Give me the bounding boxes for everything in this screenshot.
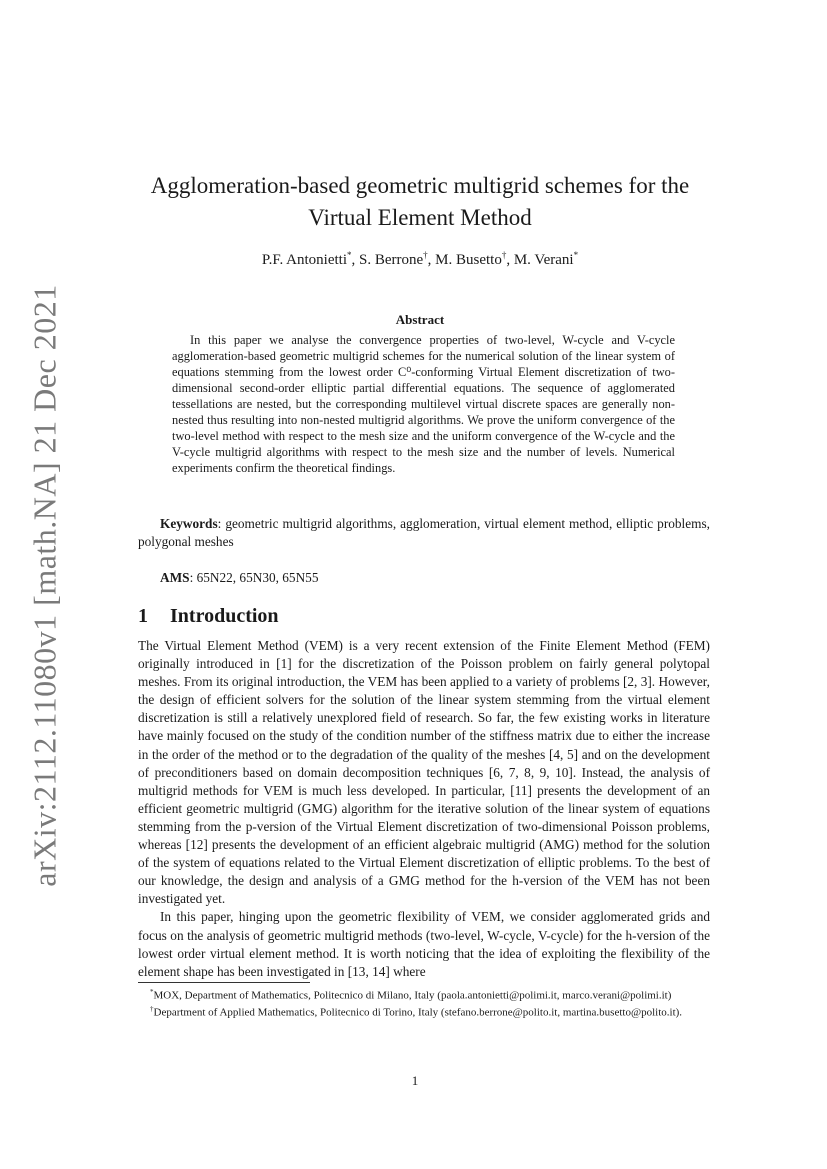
paper-title-line-1: Agglomeration-based geometric multigrid schemes for the <box>150 173 690 198</box>
introduction-body <box>138 637 710 981</box>
abstract-text: In this paper we analyse the convergence properties of two-level, W-cycle and V-cycle agglomeration-based geometric multigrid schemes for the numerical solution of the linear system of equations stemming from the lowest order C⁰-conforming Virtual Element discretization of two-dimensional second-order elliptic partial differential equations. The sequence of agglomerated tessellations are nested, but the corresponding multilevel virtual discrete spaces are generally non-nested thus resulting into non-nested multigrid algorithms. We prove the uniform convergence of the two-level method with respect to the mesh size and the uniform convergence of the W-cycle and the V-cycle multigrid algorithms with respect to the mesh size and the number of levels. Numerical experiments confirm the theoretical findings. <box>172 333 675 475</box>
paper-title <box>120 170 720 234</box>
author-affiliation-mark: † <box>501 250 507 260</box>
keywords-text: : geometric multigrid algorithms, agglomeration, virtual element method, elliptic problems, polygonal meshes <box>138 516 710 549</box>
author-affiliation-mark: * <box>347 250 352 260</box>
footnote-1-text: MOX, Department of Mathematics, Politecnico di Milano, Italy (paola.antonietti@polimi.it, marco.verani@polimi.it) <box>153 989 672 1002</box>
ams-codes: : 65N22, 65N30, 65N55 <box>189 570 319 585</box>
section-number: 1 <box>138 605 148 627</box>
author-name: M. Busetto <box>435 252 502 268</box>
introduction-paragraph-1: The Virtual Element Method (VEM) is a very recent extension of the Finite Element Method (FEM) originally introduced in [1] for the discretization of the Poisson problem on fairly general polytopal meshes. From its original introduction, the VEM has been applied to a variety of problems [2, 3]. However, the design of efficient solvers for the solution of the linear system stemming from the virtual element discretization is still a relatively unexplored field of research. So far, the few existing works in literature have mainly focused on the study of the condition number of the stiffness matrix due to either the increase in the order of the method or to the degradation of the quality of the meshes [4, 5] and on the development of preconditioners based on domain decomposition techniques [6, 7, 8, 9, 10]. Instead, the analysis of multigrid methods for VEM is much less developed. In particular, [11] presents the development of an efficient geometric multigrid (GMG) algorithm for the iterative solution of the linear system of equations stemming from the p-version of the Virtual Element discretization of two-dimensional Poisson problems, whereas [12] presents the development of an efficient algebraic multigrid (AMG) method for the solution of the system of equations related to the Virtual Element discretization of elliptic problems. To the best of our knowledge, the design and analysis of a GMG method for the h-version of the VEM has not been investigated yet. <box>138 638 710 907</box>
author-name: M. Verani <box>513 252 574 268</box>
footnote-1-mark: * <box>150 988 154 996</box>
introduction-paragraph-2: In this paper, hinging upon the geometric flexibility of VEM, we consider agglomerated grids and focus on the analysis of geometric multigrid methods (two-level, W-cycle, V-cycle) for the h-version of the lowest order virtual element method. It is worth noticing that the idea of exploiting the flexibility of the element shape has been investigated in [13, 14] where <box>138 909 710 979</box>
abstract-heading: Abstract <box>395 312 445 327</box>
author-list: P.F. Antonietti*, S. Berrone†, M. Busetto†, M. Verani* <box>261 250 579 268</box>
footnote-divider <box>138 982 310 983</box>
arxiv-identifier-text: arXiv:2112.11080v1 [math.NA] 21 Dec 2021 <box>26 283 63 887</box>
section-title: Introduction <box>170 605 279 627</box>
footnote-1 <box>138 986 710 1003</box>
ams-classification <box>160 569 318 587</box>
author-name: P.F. Antonietti <box>261 252 347 268</box>
author-affiliation-mark: * <box>573 250 579 260</box>
footnote-2-mark: † <box>150 1005 154 1014</box>
author-name: S. Berrone <box>359 252 424 268</box>
page-number: 1 <box>411 1073 419 1088</box>
footnote-2-text: Department of Applied Mathematics, Politecnico di Torino, Italy (stefano.berrone@polito.it, martina.busetto@polito.it). <box>153 1006 683 1019</box>
arxiv-identifier-stamp <box>20 283 70 887</box>
footnote-2 <box>138 1003 710 1020</box>
keywords-paragraph <box>138 515 710 551</box>
keywords-label: Keywords <box>160 516 218 531</box>
ams-label: AMS <box>160 570 190 585</box>
paper-title-line-2: Virtual Element Method <box>308 205 532 230</box>
footnotes <box>138 986 710 1020</box>
section-heading-introduction <box>138 605 279 628</box>
author-affiliation-mark: † <box>423 250 428 260</box>
